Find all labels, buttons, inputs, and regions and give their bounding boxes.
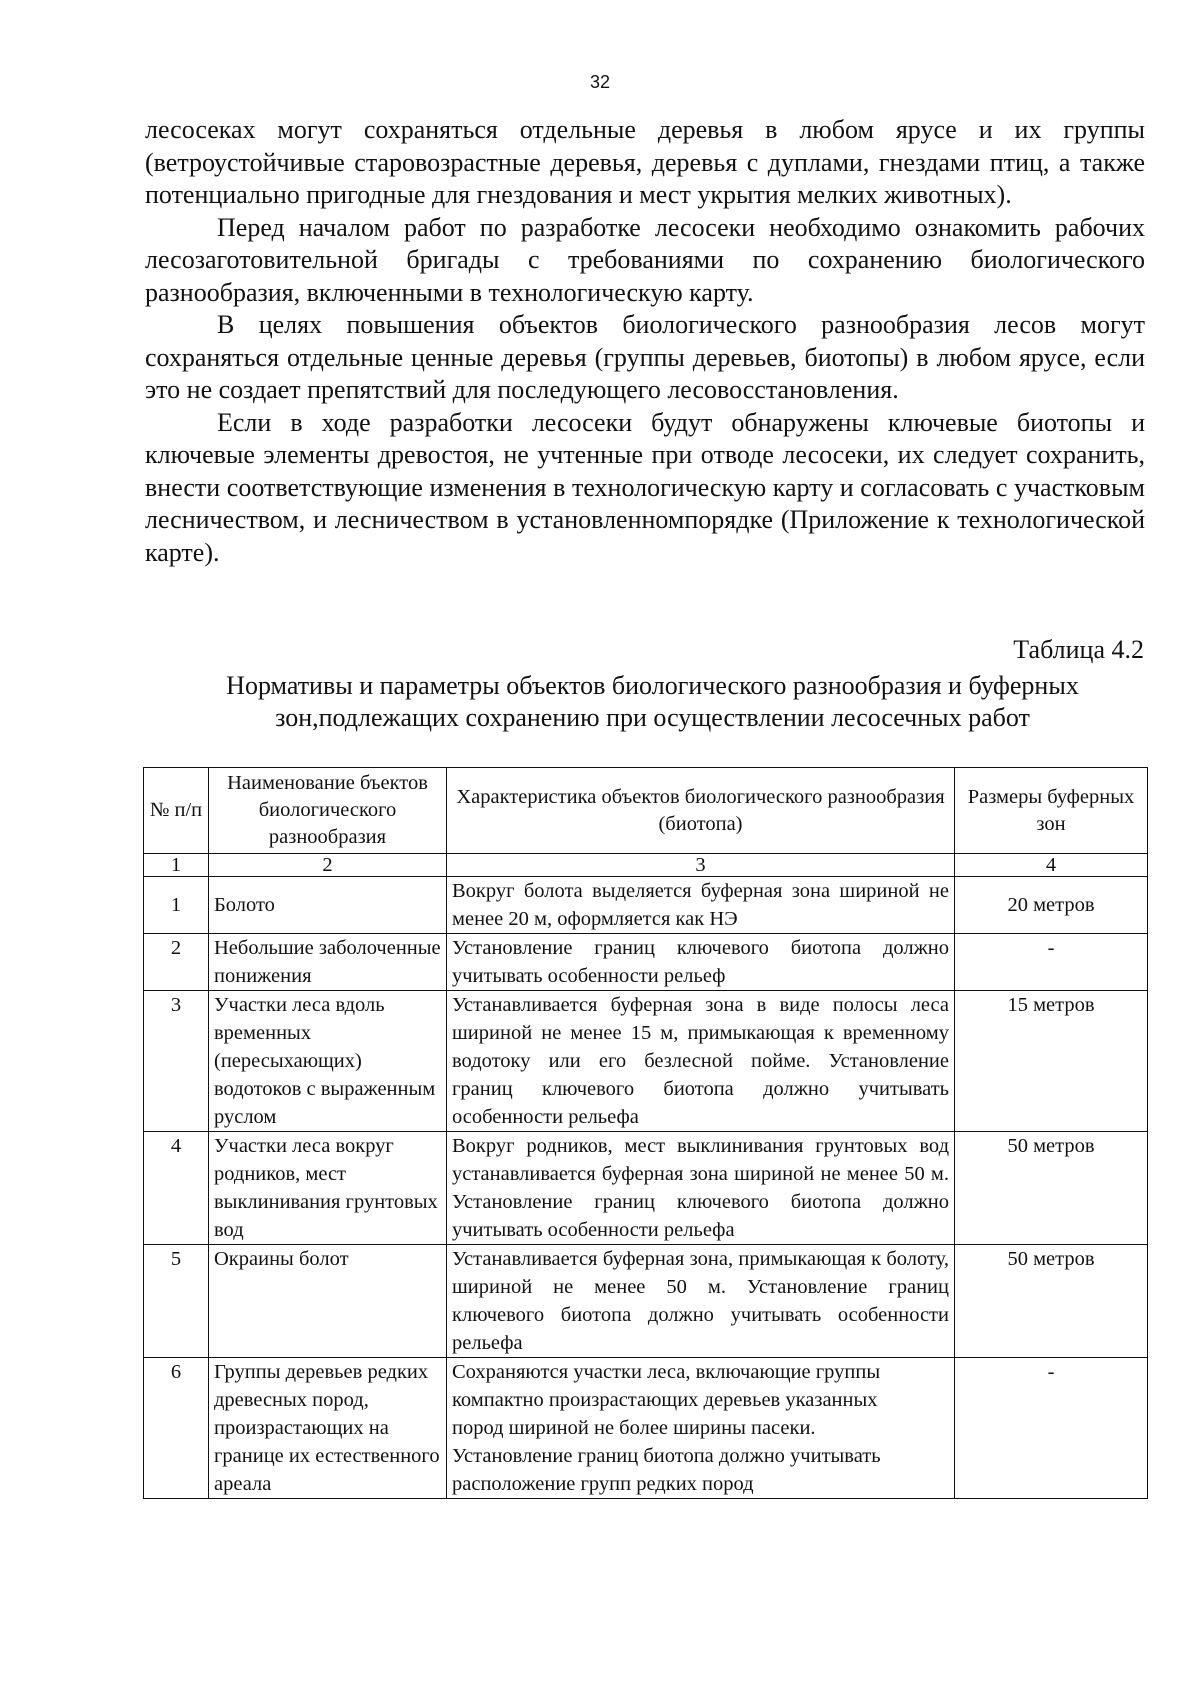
- table-header-row: [144, 768, 1148, 854]
- row-name: Небольшие заболоченные понижения: [209, 934, 447, 991]
- table-row: [144, 877, 1148, 934]
- row-num: 2: [144, 934, 209, 991]
- body-text: [145, 114, 1145, 569]
- row-num: 1: [144, 877, 209, 934]
- row-num: 6: [144, 1358, 209, 1499]
- header-size: Размеры буферных зон: [955, 768, 1148, 854]
- row-size: 20 метров: [955, 877, 1148, 934]
- paragraph: Перед началом работ по разработке лесосеки необходимо ознакомить рабочих лесозаготовительной бригады с требованиями по сохранению биологического разнообразия, включенными в технологическую карту.: [145, 212, 1145, 307]
- row-size: 15 метров: [955, 991, 1148, 1132]
- paragraph: лесосеках могут сохраняться отдельные деревья в любом ярусе и их группы (ветроустойчивые старовозрастные деревья, деревья с дуплами, гнездами птиц, а также потенциально пригодные для гнездования и мест укрытия мелких животных).: [145, 115, 1145, 209]
- table-title: Нормативы и параметры объектов биологического разнообразия и буферных зон,подлежащих сохранению при осуществлении лесосечных работ: [226, 671, 1079, 732]
- paragraph: В целях повышения объектов биологического разнообразия лесов могут сохраняться отдельные ценные деревья (группы деревьев, биотопы) в любом ярусе, если это не создает препятствий для последующего лесовосстановления.: [145, 310, 1145, 404]
- table-row: [144, 1245, 1148, 1358]
- header-name: Наименование бъектов биологического разнообразия: [209, 768, 447, 854]
- row-desc: Устанавливается буферная зона, примыкающая к болоту, шириной не менее 50 м. Установление границ ключевого биотопа должно учитывать особенности рельефа: [447, 1245, 955, 1358]
- row-desc: Вокруг родников, мест выклинивания грунтовых вод устанавливается буферная зона шириной не менее 50 м. Установление границ ключевого биотопа должно учитывать особенности рельефа: [447, 1132, 955, 1245]
- paragraph: Если в ходе разработки лесосеки будут обнаружены ключевые биотопы и ключевые элементы древостоя, не учтенные при отводе лесосеки, их следует сохранить, внести соответствующие изменения в технологическую карту и согласовать с участковым лесничеством, и лесничеством в установленномпорядке (Приложение к технологической карте).: [145, 407, 1145, 567]
- row-desc: Установление границ ключевого биотопа должно учитывать особенности рельеф: [447, 934, 955, 991]
- table-row: [144, 934, 1148, 991]
- row-num: 5: [144, 1245, 209, 1358]
- column-number: 3: [447, 854, 955, 877]
- row-name: Участки леса вдоль временных (пересыхающих) водотоков с выраженным руслом: [209, 991, 447, 1132]
- row-size: -: [955, 934, 1148, 991]
- column-number: 4: [955, 854, 1148, 877]
- row-desc: Вокруг болота выделяется буферная зона шириной не менее 20 м, оформляется как НЭ: [447, 877, 955, 934]
- row-num: 3: [144, 991, 209, 1132]
- row-name: Группы деревьев редких древесных пород, произрастающих на границе их естественного ареала: [209, 1358, 447, 1499]
- table-row: [144, 991, 1148, 1132]
- row-name: Окраины болот: [209, 1245, 447, 1358]
- table-row: [144, 1132, 1148, 1245]
- row-num: 4: [144, 1132, 209, 1245]
- table-caption: Таблица 4.2: [1013, 635, 1144, 664]
- table-row: [144, 1358, 1148, 1499]
- biodiversity-table: [143, 767, 1148, 1499]
- page-number: 32: [589, 72, 611, 92]
- header-desc: Характеристика объектов биологического разнообразия (биотопа): [447, 768, 955, 854]
- row-size: 50 метров: [955, 1245, 1148, 1358]
- row-name: Болото: [209, 877, 447, 934]
- column-number: 1: [144, 854, 209, 877]
- column-number-row: [144, 854, 1148, 877]
- row-size: 50 метров: [955, 1132, 1148, 1245]
- row-desc: Устанавливается буферная зона в виде полосы леса шириной не менее 15 м, примыкающая к временному водотоку или его безлесной пойме. Установление границ ключевого биотопа должно учитывать особенности рельефа: [447, 991, 955, 1132]
- row-desc: Сохраняются участки леса, включающие группы компактно произрастающих деревьев указанных пород шириной не более ширины пасеки. Установление границ биотопа должно учитывать расположение групп редких пород: [447, 1358, 955, 1499]
- row-name: Участки леса вокруг родников, мест выклинивания грунтовых вод: [209, 1132, 447, 1245]
- row-size: -: [955, 1358, 1148, 1499]
- header-num: № п/п: [144, 768, 209, 854]
- column-number: 2: [209, 854, 447, 877]
